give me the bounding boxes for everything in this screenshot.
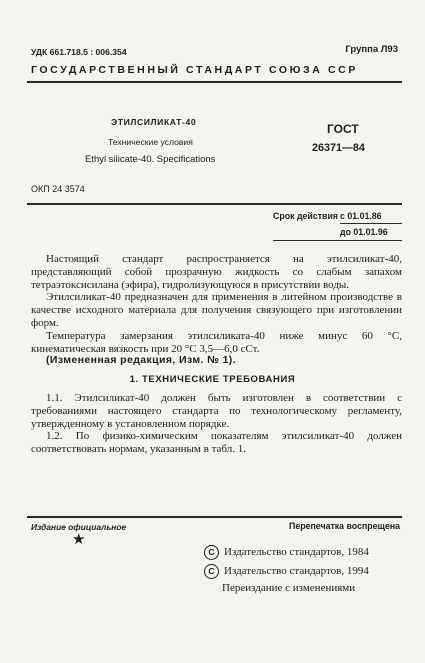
- section-1-body: [31, 392, 402, 456]
- copyright-icon: С: [204, 564, 219, 579]
- document-subtitle: Технические условия: [108, 137, 193, 147]
- reprint-prohibited-label: Перепечатка воспрещена: [289, 521, 401, 531]
- udk-code: УДК 661.718.5 : 006.354: [31, 47, 127, 57]
- validity-divider: [340, 223, 402, 224]
- publisher-1994: Издательство стандартов, 1994: [224, 565, 369, 578]
- okp-divider: [27, 203, 402, 205]
- validity-bottom-rule: [273, 240, 402, 241]
- intro-block: [31, 253, 402, 355]
- intro-paragraph: Этилсиликат-40 предназначен для применения в литейном производстве в качестве исходного материала для получения связующего при изготовлении форм.: [31, 291, 402, 329]
- star-icon: ★: [72, 532, 86, 548]
- document-title: ЭТИЛСИЛИКАТ-40: [111, 117, 197, 127]
- reissue-note: Переиздание с изменениями: [222, 582, 356, 594]
- publisher-1984: Издательство стандартов, 1984: [224, 546, 369, 559]
- intro-paragraph: Температура замерзания этилсиликата-40 ниже минус 60 °С, кинематическая вязкость при 20 °С 3,5—6,0 сСт.: [31, 329, 402, 355]
- clause-1-1: 1.1. Этилсиликат-40 должен быть изготовлен в соответствии с требованиями настоящего стандарта по технологическому регламенту, утвержденному в установленном порядке.: [31, 392, 402, 430]
- footer-divider: [27, 516, 402, 518]
- publisher-line-1994: [204, 564, 369, 579]
- official-edition-label: Издание официальное: [31, 522, 127, 532]
- section-title: 1. ТЕХНИЧЕСКИЕ ТРЕБОВАНИЯ: [129, 374, 296, 385]
- gost-number: 26371—84: [312, 142, 365, 154]
- clause-1-2: 1.2. По физико-химическим показателям этилсиликат-40 должен соответствовать нормам, указанным в табл. 1.: [31, 430, 402, 456]
- publisher-line-1984: [204, 545, 369, 560]
- gost-label: ГОСТ: [327, 122, 359, 136]
- standard-banner: ГОСУДАРСТВЕННЫЙ СТАНДАРТ СОЮЗА ССР: [31, 64, 358, 76]
- validity-from-date: с 01.01.86: [340, 211, 382, 221]
- validity-to-date: до 01.01.96: [340, 227, 388, 237]
- document-title-english: Ethyl silicate-40. Specifications: [85, 154, 216, 165]
- header-divider: [27, 81, 402, 83]
- intro-paragraph: Настоящий стандарт распространяется на этилсиликат-40, представляющий собой прозрачную жидкость со слабым запахом тетраэтоксисилана (эфира), гидролизующуюся в присутствии воды.: [31, 253, 402, 291]
- okp-code: ОКП 24 3574: [31, 184, 85, 194]
- validity-label: Срок действия: [273, 211, 338, 221]
- copyright-icon: С: [204, 545, 219, 560]
- group-code: Группа Л93: [345, 44, 398, 55]
- revision-note: (Измененная редакция, Изм. № 1).: [46, 354, 237, 366]
